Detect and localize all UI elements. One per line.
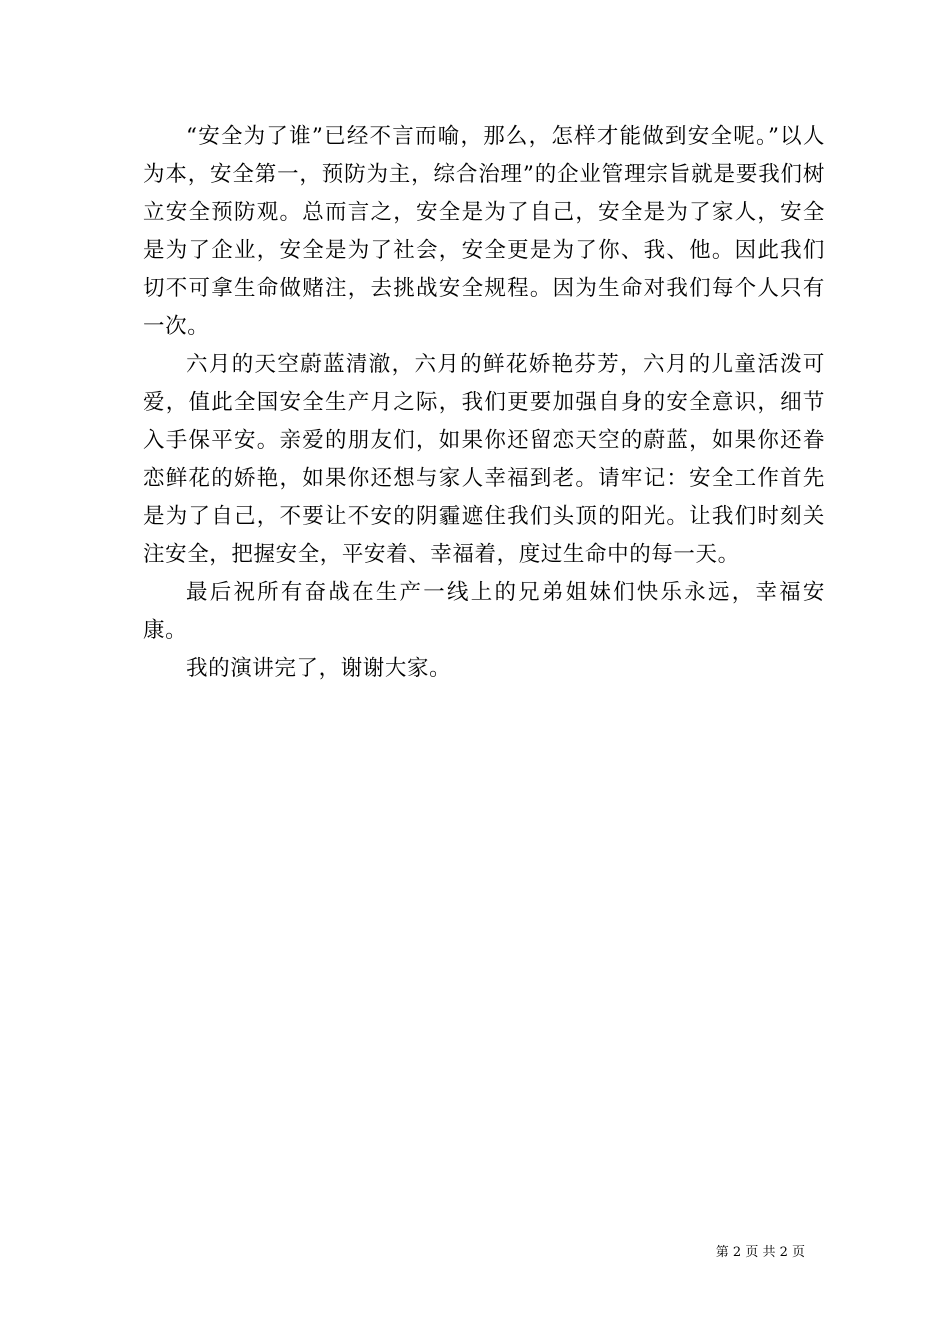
- paragraph-safety-purpose: “安全为了谁”已经不言而喻，那么，怎样才能做到安全呢。”以人为本，安全第一，预防为主，综合治理”的企业管理宗旨就是要我们树立安全预防观。总而言之，安全是为了自己，安全是为了家人，安全是为了企业，安全是为了社会，安全更是为了你、我、他。因此我们切不可拿生命做赌注，去挑战安全规程。因为生命对我们每个人只有一次。: [143, 124, 825, 339]
- paragraph-closing: 我的演讲完了，谢谢大家。: [186, 656, 452, 681]
- paragraph-best-wishes: 最后祝所有奋战在生产一线上的兄弟姐妹们快乐永远，幸福安康。: [143, 580, 825, 643]
- paragraph-june-safety-month: 六月的天空蔚蓝清澈，六月的鲜花娇艳芬芳，六月的儿童活泼可爱，值此全国安全生产月之际，我们更要加强自身的安全意识，细节入手保平安。亲爱的朋友们，如果你还留恋天空的蔚蓝，如果你还眷恋鲜花的娇艳，如果你还想与家人幸福到老。请牢记：安全工作首先是为了自己，不要让不安的阴霾遮住我们头顶的阳光。让我们时刻关注安全，把握安全，平安着、幸福着，度过生命中的每一天。: [143, 352, 825, 567]
- page-number-footer: 第 2 页 共 2 页: [715, 1245, 805, 1260]
- document-body: [143, 118, 825, 688]
